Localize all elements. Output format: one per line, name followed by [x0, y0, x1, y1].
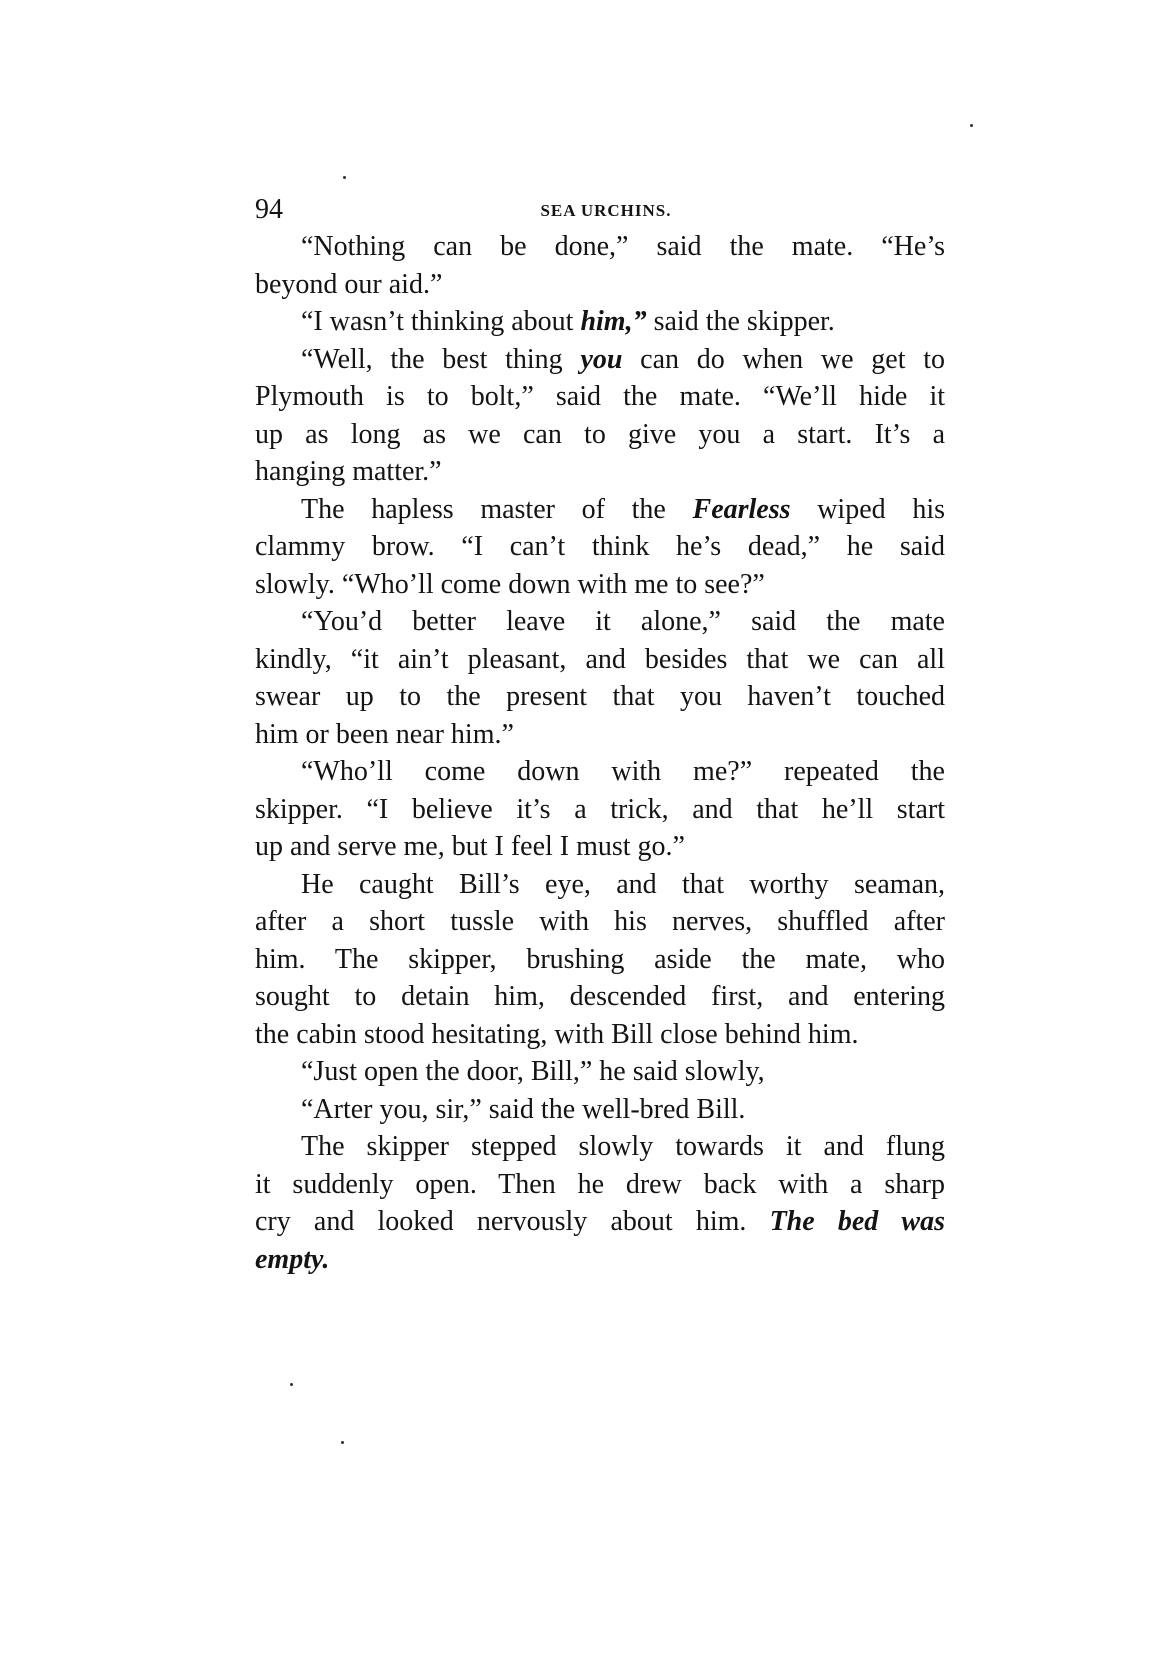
- text-line: it suddenly open. Then he drew back with a sharp: [255, 1168, 945, 1200]
- scan-speck: [970, 124, 973, 127]
- paragraph: [255, 1091, 945, 1129]
- text-line: slowly. “Who’ll come down with me to see?”: [255, 568, 765, 600]
- text-line: cry and looked nervously about him. The bed was: [255, 1206, 945, 1237]
- paragraph: [255, 866, 945, 1054]
- text-line: “Nothing can be done,” said the mate. “He’s: [301, 231, 945, 262]
- text-line: [255, 1241, 945, 1279]
- text-line: “Arter you, sir,” said the well-bred Bill.: [301, 1093, 746, 1125]
- scan-speck: [343, 176, 346, 179]
- text-line: hanging matter.”: [255, 456, 442, 487]
- paragraph: [255, 491, 945, 604]
- text-line: “You’d better leave it alone,” said the mate: [301, 606, 945, 637]
- paragraph: [255, 603, 945, 753]
- paragraph: [255, 1053, 945, 1091]
- italic-emphasis: Fearless: [692, 493, 791, 525]
- scan-speck: [290, 1383, 293, 1386]
- paragraph: [255, 303, 945, 341]
- text-line: clammy brow. “I can’t think he’s dead,” he said: [255, 531, 945, 562]
- page-number: 94: [255, 194, 283, 225]
- italic-emphasis: you: [580, 343, 623, 375]
- text-line: “Who’ll come down with me?” repeated the: [301, 756, 945, 787]
- italic-emphasis: empty.: [255, 1243, 330, 1275]
- italic-emphasis: The bed was: [769, 1206, 945, 1237]
- paragraph: [255, 1128, 945, 1278]
- text-line: “Just open the door, Bill,” he said slowly,: [301, 1056, 765, 1087]
- text-line: skipper. “I believe it’s a trick, and that he’ll start: [255, 793, 945, 825]
- text-line: He caught Bill’s eye, and that worthy seaman,: [301, 868, 945, 900]
- running-title: SEA URCHINS.: [540, 201, 672, 220]
- text-line: Plymouth is to bolt,” said the mate. “We’ll hide it: [255, 381, 945, 412]
- text-line: up as long as we can to give you a start. It’s a: [255, 418, 945, 450]
- text-line: him or been near him.”: [255, 718, 514, 750]
- text-line: sought to detain him, descended first, and entering: [255, 981, 945, 1012]
- italic-emphasis: him,”: [580, 306, 647, 337]
- text-line: up and serve me, but I feel I must go.”: [255, 831, 685, 862]
- text-line: beyond our aid.”: [255, 268, 443, 300]
- text-line: “I wasn’t thinking about him,” said the skipper.: [301, 306, 835, 337]
- paragraph: [255, 341, 945, 491]
- text-line: kindly, “it ain’t pleasant, and besides that we can all: [255, 643, 945, 675]
- text-line: swear up to the present that you haven’t touched: [255, 681, 945, 712]
- paragraph: [255, 228, 945, 303]
- text-line: the cabin stood hesitating, with Bill close behind him.: [255, 1018, 859, 1050]
- text-line: after a short tussle with his nerves, shuffled after: [255, 906, 945, 937]
- page-header: [255, 190, 945, 230]
- text-line: The skipper stepped slowly towards it and flung: [301, 1131, 945, 1162]
- paragraph: [255, 753, 945, 866]
- text-line: “Well, the best thing you can do when we get to: [301, 343, 945, 375]
- text-line: The hapless master of the Fearless wiped his: [301, 493, 945, 525]
- text-line: him. The skipper, brushing aside the mate, who: [255, 943, 945, 975]
- scan-speck: [341, 1441, 344, 1444]
- body-text: [255, 228, 945, 1278]
